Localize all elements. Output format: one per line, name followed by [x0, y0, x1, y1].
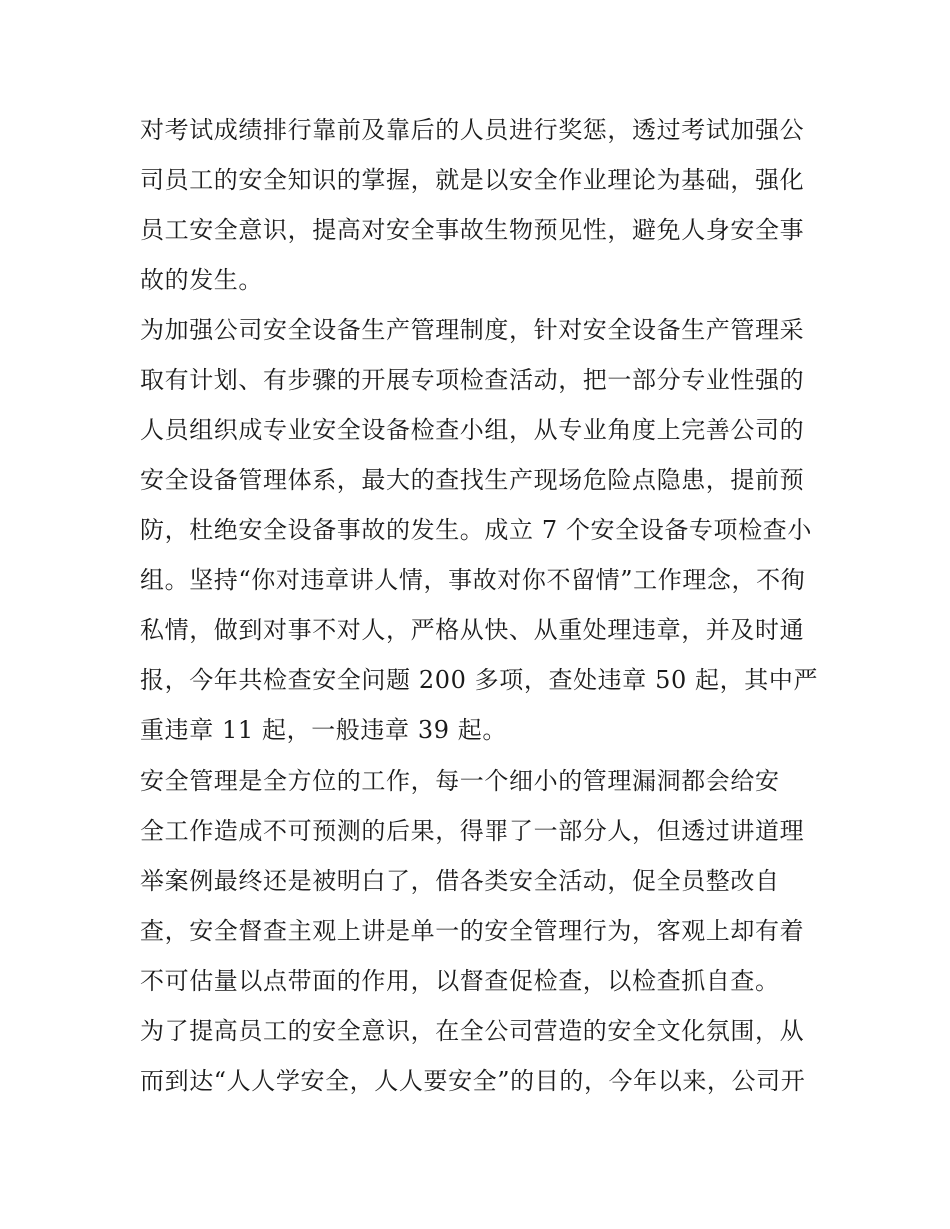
text-line: 对考试成绩排行靠前及靠后的人员进行奖惩，透过考试加强公 [140, 116, 805, 144]
text-line: 重违章 11 起，一般违章 39 起。 [140, 716, 507, 744]
text-line: 故的发生。 [140, 266, 263, 294]
text-line: 司员工的安全知识的掌握，就是以安全作业理论为基础，强化 [140, 166, 805, 194]
text-line: 私情，做到对事不对人，严格从快、从重处理违章，并及时通 [140, 616, 805, 644]
text-line: 取有计划、有步骤的开展专项检查活动，把一部分专业性强的 [140, 366, 805, 394]
text-line: 报，今年共检查安全问题 200 多项，查处违章 50 起，其中严 [140, 666, 819, 694]
text-line: 防，杜绝安全设备事故的发生。成立 7 个安全设备专项检查小 [140, 516, 812, 544]
text-line: 安全设备管理体系，最大的查找生产现场危险点隐患，提前预 [140, 466, 805, 494]
text-line: 安全管理是全方位的工作，每一个细小的管理漏洞都会给安 [140, 767, 780, 795]
text-line: 不可估量以点带面的作用，以督查促检查，以检查抓自查。 [140, 967, 780, 995]
text-line: 举案例最终还是被明白了，借各类安全活动，促全员整改自 [140, 867, 780, 895]
text-line: 人员组织成专业安全设备检查小组，从专业角度上完善公司的 [140, 416, 805, 444]
text-line: 查，安全督查主观上讲是单一的安全管理行为，客观上却有着 [140, 917, 805, 945]
text-line: 为加强公司安全设备生产管理制度，针对安全设备生产管理采 [140, 316, 805, 344]
text-line: 而到达“人人学安全，人人要安全”的目的，今年以来，公司开 [140, 1067, 806, 1095]
text-line: 为了提高员工的安全意识，在全公司营造的安全文化氛围，从 [140, 1017, 805, 1045]
text-line: 组。坚持“你对违章讲人情，事故对你不留情”工作理念，不徇 [140, 566, 806, 594]
text-line: 全工作造成不可预测的后果，得罪了一部分人，但透过讲道理 [140, 817, 805, 845]
text-line: 员工安全意识，提高对安全事故生物预见性，避免人身安全事 [140, 216, 805, 244]
